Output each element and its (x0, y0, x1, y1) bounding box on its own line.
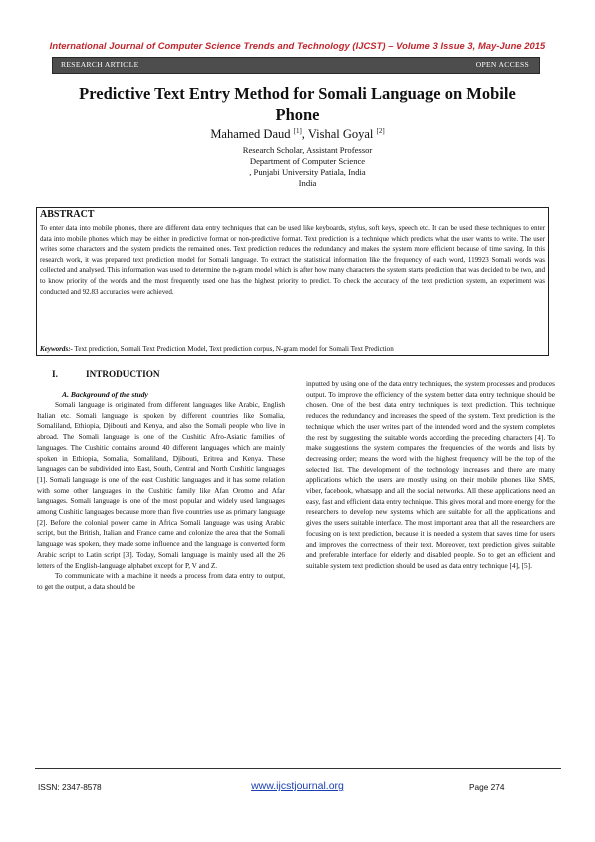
affiliation-line: , Punjabi University Patiala, India (249, 167, 366, 177)
author-ref: [2] (376, 127, 385, 135)
affiliation-line: Research Scholar, Assistant Professor (242, 145, 373, 155)
body-paragraph: Somali language is originated from different languages like Arabic, English Italian etc. Somali language is spoken by different countries like Somalia, Somaliland, Ethiopia, Djibouti and Kenya, and also the Somali people who live in abroad. The Somali language is one of the Cushitic Afro-Asiatic families of languages. The Cushitic contains around 40 different languages which are mainly spoken in Ethiopia, Somalia, Somaliland, Djibouti, Eritrea and Kenya. These languages can be subdivided into East, South, Central and North Cushitic languages [1]. Somali language is one of the east Cushitic languages and it has some relation with some other languages in the Cushitic family like Afan Oromo and Afar languages. Somali language is one of the most popular and widely used languages among Cushitic languages because more than five countries use as primary language [2]. Before the colonial power came in Africa Somali language was using Arabic script, but the British, Italian and France came and colonize the area that the Somali language was spoken, they made some influence and the language is converted form Arabic script to Latin script [3]. Today, Somali language is mainly used all the 26 letters of the English-language alphabet except for P, V and Z. (37, 401, 285, 570)
open-access-label: OPEN ACCESS (475, 60, 529, 69)
affiliation-line: Department of Computer Science (249, 156, 366, 166)
affiliation-block (0, 145, 595, 189)
abstract-text: To enter data into mobile phones, there are different data entry techniques that can be used like keyboards, stylus, soft keys, speech etc. It can be used these techniques to enter data into mobile phones which may be either in predictive format or non-predictive format. Text prediction is a technique which predicts what the user wants to write. The user writes some characters and the system predicts the remained ones. Text prediction reduces the redundancy and makes the system more efficient because of time saving. In this research work, it was prepared text prediction model for Somali language. To extract the statistical information like the frequency of each word, 119923 Somali words was collected and analysed. This information was used to determine the n-gram model which is after how many characters the system starts prediction that was decided to be two, and to know priority of the words and the most frequently used one has the highest priority to predict. To check the accuracy of the text prediction system, an experiment was conducted and 92.83 accuracies were achieved. (40, 224, 545, 296)
author-name: Vishal Goyal (307, 127, 374, 142)
subsection-heading: A. Background of the study (62, 390, 148, 399)
section-heading (52, 369, 160, 379)
article-banner (53, 58, 539, 73)
keywords-label: Keywords:- (40, 345, 73, 353)
body-paragraph: inputted by using one of the data entry techniques, the system processes and produces output. To improve the efficiency of the system better data entry technique should be chosen. One of the best data entry techniques is text prediction. This technique reduces the redundancy and increases the speed of the system. Text prediction is the technique which the user writes part of the intended word and the system completes the rest by suggesting the suitable words according the preceding characters [4]. To make suggestions the system compares the frequencies of the words and lists by decreasing order; means the word with the highest frequency will be the top of the selected list. The development of the technology increases and there are many applications which the users are mostly using on their mobile phones like SMS, viber, facebook, whatsapp and all the social networks. All these applications need an easy, fast and efficient data entry technique. This gives moral and more energy for the researchers to develop new systems which are suitable for all the applications and gives the users suitable interface. The most important area that all the researchers are focusing on is text prediction, because it is needed a system that saves time for users and improves the correctness of their text. Moreover, text prediction gives suitable and preferable interface for elderly and disabled people. So to get an efficient and suitable system text prediction should be used as data entry technique [4], [5]. (306, 380, 555, 570)
footer-website-link[interactable]: www.ijcstjournal.org (251, 780, 344, 792)
footer-divider (35, 768, 561, 769)
left-column (37, 400, 285, 593)
right-column (306, 379, 555, 572)
keywords-line (40, 345, 545, 353)
body-paragraph: To communicate with a machine it needs a process from data entry to output, to get the output, a data should be (37, 572, 285, 591)
abstract-heading: ABSTRACT (40, 209, 95, 220)
footer-issn: ISSN: 2347-8578 (38, 782, 102, 792)
journal-header: International Journal of Computer Science Trends and Technology (IJCST) – Volume 3 Issue 3, May-June 2015 (49, 40, 546, 51)
article-type-label: RESEARCH ARTICLE (61, 60, 139, 69)
author-ref: [1] (293, 127, 302, 135)
author-name: Mahamed Daud (210, 127, 291, 142)
section-title: INTRODUCTION (86, 369, 160, 379)
paper-title: Predictive Text Entry Method for Somali Language on Mobile Phone (79, 84, 516, 124)
authors-line (0, 127, 595, 142)
section-number: I. (52, 369, 58, 379)
keywords-text: Text prediction, Somali Text Prediction Model, Text prediction corpus, N-gram model for Somali Text Prediction (72, 345, 394, 353)
affiliation-line: India (298, 178, 317, 188)
footer-page-number: Page 274 (469, 782, 505, 792)
author-separator: , (301, 127, 308, 142)
